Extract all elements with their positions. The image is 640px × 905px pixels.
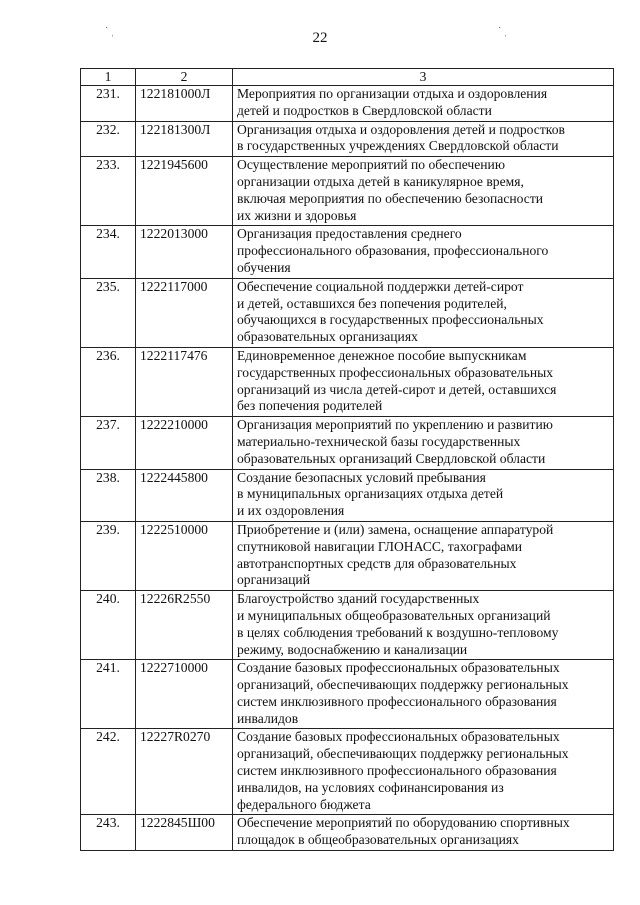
row-description: Единовременное денежное пособие выпускникам государственных профессиональных образовательных организаций из числа детей-сирот и детей, оставшихся без попечения родителей	[233, 347, 614, 416]
table-row	[81, 417, 614, 469]
row-description: Создание безопасных условий пребывания в муниципальных организациях отдыха детей и их оздоровления	[233, 469, 614, 521]
table-row	[81, 157, 614, 226]
row-number: 243.	[81, 815, 136, 851]
budget-code: 1222210000	[136, 417, 233, 469]
row-description: Создание базовых профессиональных образовательных организаций, обеспечивающих поддержку региональных систем инклюзивного профессионального образования инвалидов, на условиях софинансирования из федерального бюджета	[233, 729, 614, 815]
table-row	[81, 278, 614, 347]
budget-code: 1222117000	[136, 278, 233, 347]
row-number: 239.	[81, 521, 136, 590]
table-row	[81, 591, 614, 660]
row-number: 241.	[81, 660, 136, 729]
row-description: Обеспечение мероприятий по оборудованию спортивных площадок в общеобразовательных организациях	[233, 815, 614, 851]
budget-code: 1222013000	[136, 226, 233, 278]
scan-mark-left: ˙ ˌ	[105, 26, 115, 37]
row-description: Мероприятия по организации отдыха и оздоровления детей и подростков в Свердловской области	[233, 86, 614, 122]
row-description: Благоустройство зданий государственных и муниципальных общеобразовательных организаций в целях соблюдения требований к воздушно-тепловому режиму, водоснабжению и канализации	[233, 591, 614, 660]
row-description: Осуществление мероприятий по обеспечению организации отдыха детей в каникулярное время, включая мероприятия по обеспечению безопасности их жизни и здоровья	[233, 157, 614, 226]
row-number: 242.	[81, 729, 136, 815]
table-row	[81, 521, 614, 590]
table-row	[81, 815, 614, 851]
scan-mark-right: ˙ ˌ	[498, 26, 508, 37]
row-description: Организация отдыха и оздоровления детей и подростков в государственных учреждениях Свердловской области	[233, 121, 614, 157]
budget-code: 1222710000	[136, 660, 233, 729]
column-header-1: 1	[81, 69, 136, 86]
table-row	[81, 226, 614, 278]
row-description: Создание базовых профессиональных образовательных организаций, обеспечивающих поддержку региональных систем инклюзивного профессионального образования инвалидов	[233, 660, 614, 729]
row-description: Организация предоставления среднего профессионального образования, профессионального обучения	[233, 226, 614, 278]
budget-code: 1222117476	[136, 347, 233, 416]
row-number: 235.	[81, 278, 136, 347]
table-header-row	[81, 69, 614, 86]
table-row	[81, 729, 614, 815]
table-row	[81, 86, 614, 122]
budget-code: 1221945600	[136, 157, 233, 226]
row-number: 236.	[81, 347, 136, 416]
row-number: 238.	[81, 469, 136, 521]
budget-code: 122181000Л	[136, 86, 233, 122]
budget-code: 1222845Ш00	[136, 815, 233, 851]
row-number: 234.	[81, 226, 136, 278]
row-number: 233.	[81, 157, 136, 226]
budget-code: 12227R0270	[136, 729, 233, 815]
column-header-3: 3	[233, 69, 614, 86]
table-row	[81, 469, 614, 521]
budget-code: 12226R2550	[136, 591, 233, 660]
table-row	[81, 347, 614, 416]
row-number: 231.	[81, 86, 136, 122]
row-description: Организация мероприятий по укреплению и развитию материально-технической базы государственных образовательных организаций Свердловской области	[233, 417, 614, 469]
page-number: 22	[312, 30, 328, 46]
budget-code: 1222510000	[136, 521, 233, 590]
row-number: 240.	[81, 591, 136, 660]
table-row	[81, 660, 614, 729]
column-header-2: 2	[136, 69, 233, 86]
row-number: 232.	[81, 121, 136, 157]
table-row	[81, 121, 614, 157]
row-description: Приобретение и (или) замена, оснащение аппаратурой спутниковой навигации ГЛОНАСС, тахографами автотранспортных средств для образовательных организаций	[233, 521, 614, 590]
budget-code: 1222445800	[136, 469, 233, 521]
row-description: Обеспечение социальной поддержки детей-сирот и детей, оставшихся без попечения родителей, обучающихся в государственных профессиональных образовательных организациях	[233, 278, 614, 347]
row-number: 237.	[81, 417, 136, 469]
budget-code-table	[80, 68, 614, 851]
budget-code: 122181300Л	[136, 121, 233, 157]
